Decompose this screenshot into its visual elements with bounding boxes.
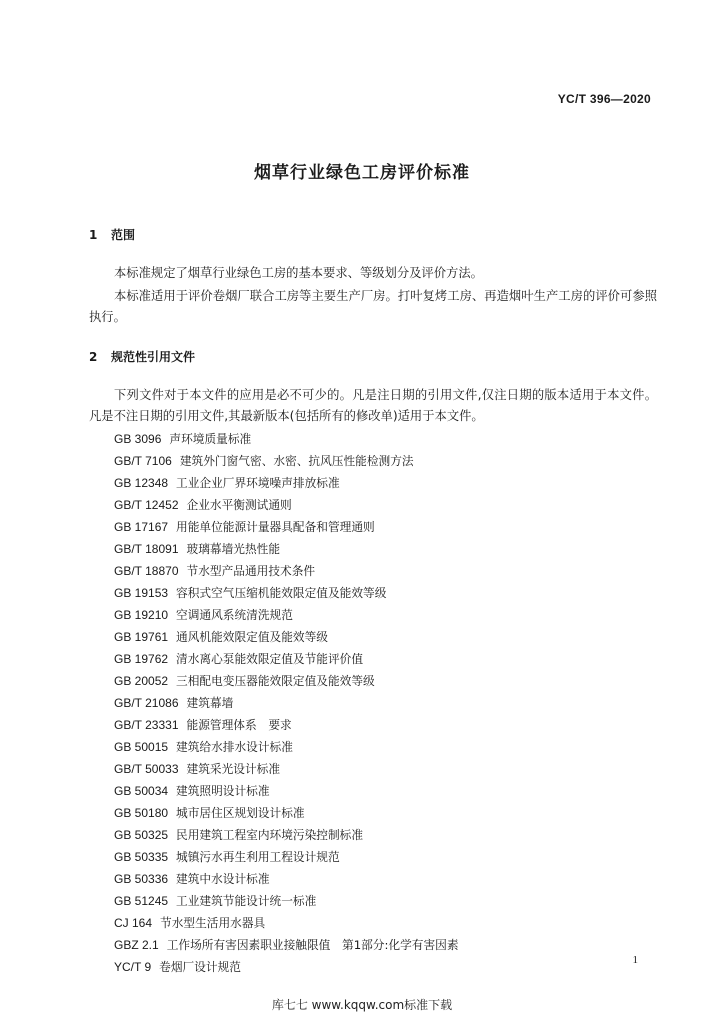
reference-item	[114, 714, 459, 736]
reference-item	[114, 758, 459, 780]
reference-title: 空调通风系统清洗规范	[176, 608, 293, 622]
reference-code: GB/T 18091	[114, 542, 179, 556]
reference-code: GB 50180	[114, 806, 169, 820]
reference-title: 节水型生活用水器具	[160, 916, 266, 930]
reference-item	[114, 780, 459, 802]
reference-item	[114, 890, 459, 912]
reference-item	[114, 560, 459, 582]
reference-item	[114, 736, 459, 758]
reference-item	[114, 604, 459, 626]
reference-item	[114, 846, 459, 868]
reference-title: 卷烟厂设计规范	[159, 960, 241, 974]
reference-code: GB 50336	[114, 872, 169, 886]
reference-code: GB/T 23331	[114, 718, 179, 732]
page-number: 1	[632, 954, 638, 966]
reference-item	[114, 648, 459, 670]
reference-item	[114, 538, 459, 560]
reference-item	[114, 494, 459, 516]
reference-title: 民用建筑工程室内环境污染控制标准	[176, 828, 364, 842]
reference-code: GB 20052	[114, 674, 169, 688]
reference-title: 城镇污水再生利用工程设计规范	[176, 850, 340, 864]
reference-title: 声环境质量标准	[169, 432, 252, 446]
reference-code: GB/T 21086	[114, 696, 179, 710]
reference-title: 工业企业厂界环境噪声排放标准	[176, 476, 340, 490]
reference-code: GB 12348	[114, 476, 169, 490]
section-1-title: 范围	[111, 228, 136, 242]
reference-item	[114, 472, 459, 494]
standard-code: YC/T 396—2020	[557, 92, 651, 106]
reference-item	[114, 582, 459, 604]
reference-item	[114, 868, 459, 890]
scope-paragraph-1: 本标准规定了烟草行业绿色工房的基本要求、等级划分及评价方法。	[114, 266, 483, 280]
reference-title: 建筑给水排水设计标准	[176, 740, 293, 754]
reference-code: GB 3096	[114, 432, 162, 446]
reference-title: 城市居住区规划设计标准	[176, 806, 305, 820]
reference-code: GB 17167	[114, 520, 169, 534]
download-site-watermark: 库七七 www.kqqw.com标准下载	[271, 998, 453, 1012]
section-1-number: 1	[89, 228, 98, 242]
reference-item	[114, 428, 459, 450]
reference-code: GB 19761	[114, 630, 169, 644]
reference-code: GB/T 7106	[114, 454, 172, 468]
reference-code: GB 19210	[114, 608, 169, 622]
reference-title: 清水离心泵能效限定值及节能评价值	[176, 652, 364, 666]
reference-item	[114, 692, 459, 714]
reference-title: 工业建筑节能设计统一标准	[176, 894, 317, 908]
reference-code: GBZ 2.1	[114, 938, 159, 952]
reference-title: 能源管理体系 要求	[186, 718, 292, 732]
reference-code: YC/T 9	[114, 960, 152, 974]
reference-title: 建筑幕墙	[186, 696, 234, 710]
reference-item	[114, 824, 459, 846]
reference-item	[114, 516, 459, 538]
reference-title: 工作场所有害因素职业接触限值 第1部分:化学有害因素	[166, 938, 459, 952]
reference-title: 用能单位能源计量器具配备和管理通则	[176, 520, 375, 534]
reference-title: 玻璃幕墙光热性能	[186, 542, 281, 556]
section-2-heading	[89, 348, 195, 365]
reference-list	[114, 428, 459, 978]
section-2-number: 2	[89, 350, 98, 364]
scope-paragraph-2: 本标准适用于评价卷烟厂联合工房等主要生产厂房。打叶复烤工房、再造烟叶生产工房的评价可参照执行。	[89, 289, 657, 324]
reference-title: 三相配电变压器能效限定值及能效等级	[176, 674, 375, 688]
reference-code: GB/T 18870	[114, 564, 179, 578]
reference-item	[114, 450, 459, 472]
reference-code: GB/T 12452	[114, 498, 179, 512]
section-2-title: 规范性引用文件	[111, 350, 196, 364]
reference-code: GB 50015	[114, 740, 169, 754]
reference-item	[114, 934, 459, 956]
reference-title: 建筑外门窗气密、水密、抗风压性能检测方法	[179, 454, 414, 468]
reference-code: GB 50034	[114, 784, 169, 798]
reference-code: GB/T 50033	[114, 762, 179, 776]
reference-title: 建筑中水设计标准	[176, 872, 270, 886]
reference-code: GB 50325	[114, 828, 169, 842]
reference-title: 建筑采光设计标准	[186, 762, 281, 776]
reference-code: GB 19762	[114, 652, 169, 666]
reference-title: 企业水平衡测试通则	[186, 498, 292, 512]
section-1-heading	[89, 226, 135, 243]
reference-title: 建筑照明设计标准	[176, 784, 270, 798]
references-intro-paragraph: 下列文件对于本文件的应用是必不可少的。凡是注日期的引用文件,仅注日期的版本适用于本文件。凡是不注日期的引用文件,其最新版本(包括所有的修改单)适用于本文件。	[89, 388, 657, 423]
reference-code: GB 50335	[114, 850, 169, 864]
reference-item	[114, 802, 459, 824]
reference-item	[114, 912, 459, 934]
reference-title: 通风机能效限定值及能效等级	[176, 630, 328, 644]
reference-item	[114, 956, 459, 978]
reference-code: CJ 164	[114, 916, 153, 930]
document-title: 烟草行业绿色工房评价标准	[254, 163, 470, 183]
reference-item	[114, 670, 459, 692]
reference-code: GB 19153	[114, 586, 169, 600]
reference-code: GB 51245	[114, 894, 169, 908]
reference-title: 节水型产品通用技术条件	[186, 564, 316, 578]
reference-item	[114, 626, 459, 648]
reference-title: 容积式空气压缩机能效限定值及能效等级	[176, 586, 387, 600]
